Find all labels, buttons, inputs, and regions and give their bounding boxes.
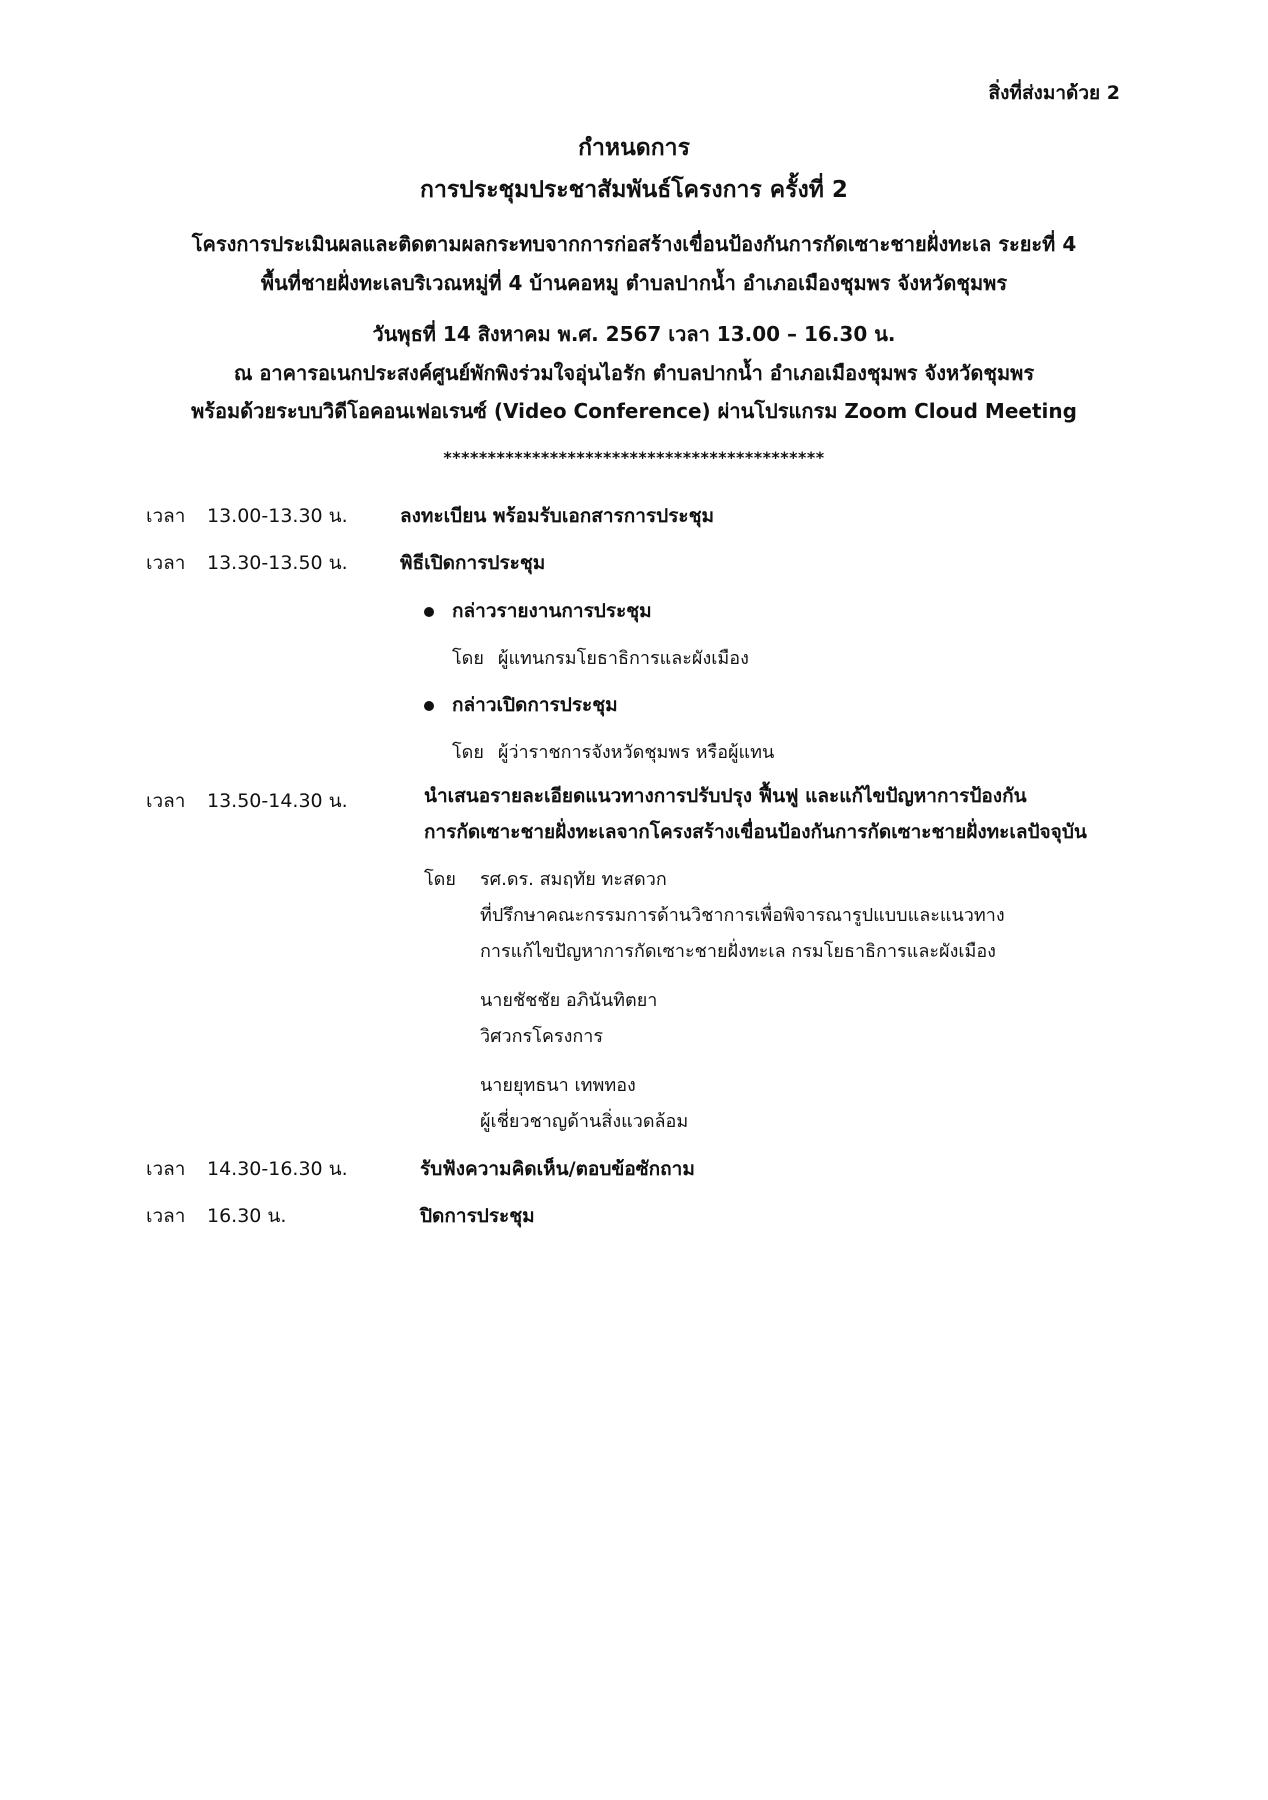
project-area: พื้นที่ชายฝั่งทะเลบริเวณหมู่ที่ 4 บ้านคอหมู ตำบลปากน้ำ อำเภอเมืองชุมพร จังหวัดชุมพร xyxy=(260,271,1008,295)
agenda-title: ลงทะเบียน พร้อมรับเอกสารการประชุม xyxy=(400,505,715,527)
meeting-venue: ณ อาคารอเนกประสงค์ศูนย์พักพิงร่วมใจอุ่นไอรัก ตำบลปากน้ำ อำเภอเมืองชุมพร จังหวัดชุมพร xyxy=(233,361,1035,385)
report-speaker: ผู้แทนกรมโยธาธิการและผังเมือง xyxy=(497,648,749,669)
separator-line: ******************************************* xyxy=(443,448,825,467)
agenda-time: 16.30 น. xyxy=(207,1205,287,1227)
agenda-title: ปิดการประชุม xyxy=(420,1205,535,1227)
open-speaker: ผู้ว่าราชการจังหวัดชุมพร หรือผู้แทน xyxy=(497,742,775,763)
presenter-role: การแก้ไขปัญหาการกัดเซาะชายฝั่งทะเล กรมโยธาธิการและผังเมือง xyxy=(480,941,996,962)
agenda-time: 13.00-13.30 น. xyxy=(207,505,348,527)
by-label: โดย xyxy=(424,869,456,890)
agenda-time: 14.30-16.30 น. xyxy=(207,1158,348,1180)
bullet-icon xyxy=(424,701,434,711)
agenda-title: พิธีเปิดการประชุม xyxy=(400,552,546,574)
open-title: กล่าวเปิดการประชุม xyxy=(452,694,618,716)
report-by xyxy=(452,643,749,672)
agenda-title xyxy=(424,778,1087,850)
time-label: เวลา xyxy=(146,1158,186,1180)
agenda-title-line: นำเสนอรายละเอียดแนวทางการปรับปรุง ฟื้นฟู และแก้ไขปัญหาการป้องกัน xyxy=(424,785,1027,807)
conference-info: พร้อมด้วยระบบวิดีโอคอนเฟอเรนซ์ (Video Conference) ผ่านโปรแกรม Zoom Cloud Meeting xyxy=(191,399,1077,423)
meeting-date: วันพุธที่ 14 สิงหาคม พ.ศ. 2567 เวลา 13.00 – 16.30 น. xyxy=(372,322,896,346)
agenda-title: รับฟังความคิดเห็น/ตอบข้อซักถาม xyxy=(420,1158,695,1180)
presenter-role: วิศวกรโครงการ xyxy=(480,1026,604,1047)
meeting-title: การประชุมประชาสัมพันธ์โครงการ ครั้งที่ 2 xyxy=(420,177,848,203)
presenter-role: ผู้เชี่ยวชาญด้านสิ่งแวดล้อม xyxy=(480,1111,689,1132)
presenter-name: นายชัชชัย อภินันทิตยา xyxy=(480,990,658,1011)
open-by xyxy=(452,737,774,766)
report-title: กล่าวรายงานการประชุม xyxy=(452,600,652,622)
list-item xyxy=(424,690,618,720)
bullet-icon xyxy=(424,607,434,617)
attachment-label: สิ่งที่ส่งมาด้วย 2 xyxy=(988,82,1120,104)
list-item xyxy=(424,596,652,626)
time-label: เวลา xyxy=(146,552,186,574)
document-title: กำหนดการ xyxy=(578,135,690,161)
by-label: โดย xyxy=(452,742,484,763)
time-label: เวลา xyxy=(146,1205,186,1227)
agenda-time: 13.30-13.50 น. xyxy=(207,552,348,574)
presenter-role: ที่ปรึกษาคณะกรรมการด้านวิชาการเพื่อพิจารณารูปแบบและแนวทาง xyxy=(480,905,1005,926)
by-label: โดย xyxy=(452,648,484,669)
presenter-name: รศ.ดร. สมฤทัย ทะสดวก xyxy=(480,869,667,890)
presenter-name: นายยุทธนา เทพทอง xyxy=(480,1075,636,1096)
time-label: เวลา xyxy=(146,505,186,527)
time-label: เวลา xyxy=(146,790,186,812)
project-name: โครงการประเมินผลและติดตามผลกระทบจากการก่อสร้างเขื่อนป้องกันการกัดเซาะชายฝั่งทะเล ระยะที่ 4 xyxy=(191,232,1077,256)
agenda-title-line: การกัดเซาะชายฝั่งทะเลจากโครงสร้างเขื่อนป้องกันการกัดเซาะชายฝั่งทะเลปัจจุบัน xyxy=(424,821,1087,843)
agenda-time: 13.50-14.30 น. xyxy=(207,790,348,812)
